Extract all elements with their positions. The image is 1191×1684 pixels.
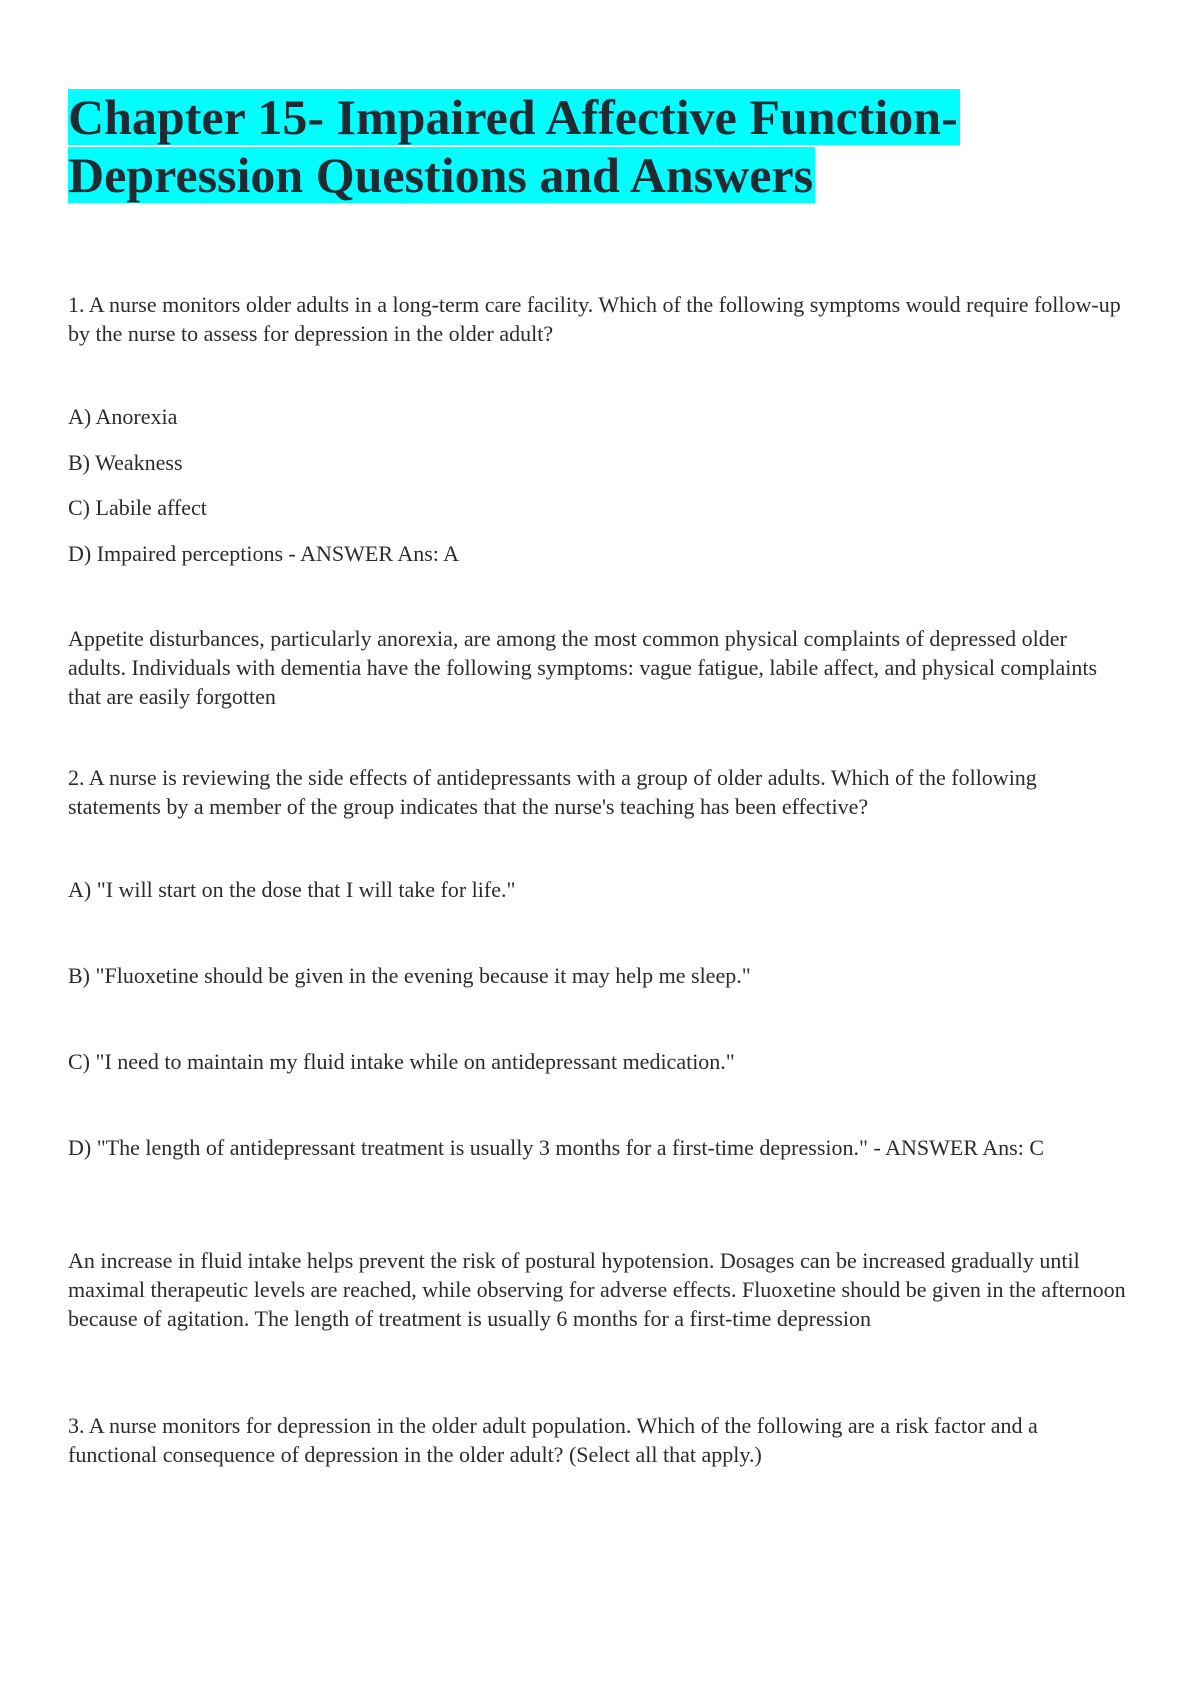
question-1-text: 1. A nurse monitors older adults in a long-term care facility. Which of the following symptoms would require follow-up by the nurse to assess for depression in the older adult? bbox=[68, 292, 1121, 346]
question-2-option-c: C) "I need to maintain my fluid intake while on antidepressant medication." bbox=[68, 1049, 735, 1074]
question-1-rationale: Appetite disturbances, particularly anorexia, are among the most common physical complaints of depressed older adults. Individuals with dementia have the following symptoms: vague fatigue, labile affect, and physical complaints that are easily forgotten bbox=[68, 626, 1098, 709]
title-line-2: Depression Questions and Answers bbox=[68, 147, 814, 203]
question-2-rationale: An increase in fluid intake helps prevent the risk of postural hypotension. Dosages can be increased gradually until maximal therapeutic levels are reached, while observing for adverse effects. Fluoxetine should be given in the afternoon because of agitation. The length of treatment is usually 6 months for a first-time depression bbox=[68, 1248, 1126, 1331]
question-2-option-d-answer: D) "The length of antidepressant treatment is usually 3 months for a first-time depression." - ANSWER Ans: C bbox=[68, 1135, 1045, 1160]
title-line-1: Chapter 15- Impaired Affective Function- bbox=[68, 89, 958, 145]
question-1-option-d-answer: D) Impaired perceptions - ANSWER Ans: A bbox=[68, 541, 460, 566]
question-1-option-c: C) Labile affect bbox=[68, 495, 207, 520]
question-3-text: 3. A nurse monitors for depression in the older adult population. Which of the following are a risk factor and a functional consequence of depression in the older adult? (Select all that apply.) bbox=[68, 1413, 1038, 1467]
question-2-option-b: B) "Fluoxetine should be given in the evening because it may help me sleep." bbox=[68, 963, 751, 988]
page-title bbox=[68, 88, 960, 204]
question-2-option-a: A) "I will start on the dose that I will take for life." bbox=[68, 877, 516, 902]
question-1-option-a: A) Anorexia bbox=[68, 404, 178, 429]
question-1-option-b: B) Weakness bbox=[68, 450, 183, 475]
question-2-text: 2. A nurse is reviewing the side effects of antidepressants with a group of older adults. Which of the following statements by a member of the group indicates that the nurse's teaching has been effective? bbox=[68, 765, 1037, 819]
